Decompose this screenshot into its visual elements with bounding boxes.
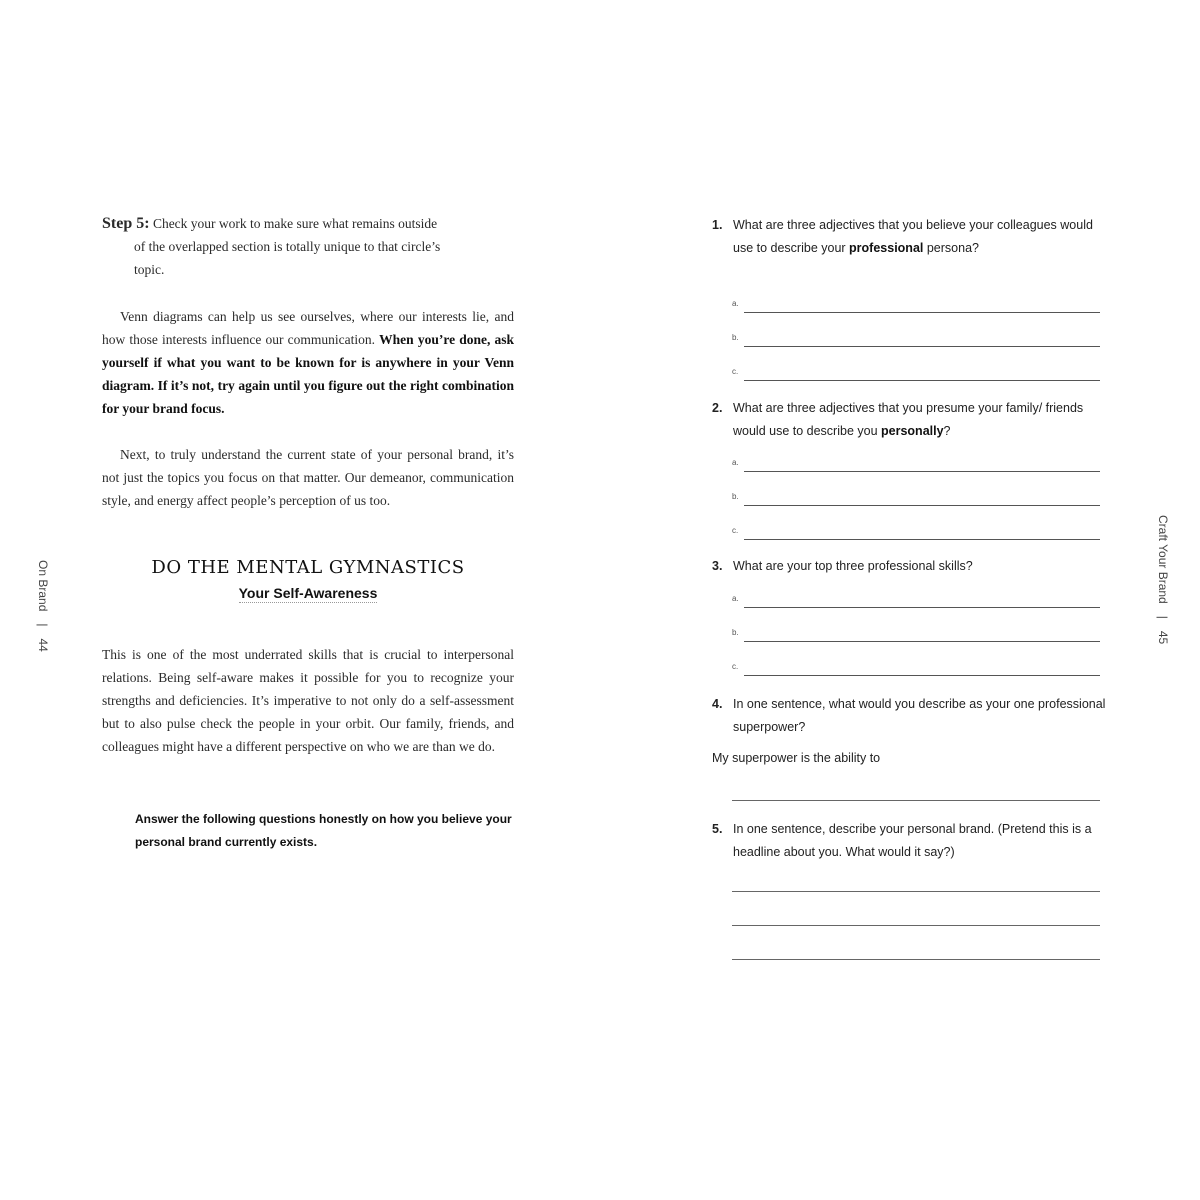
q1-answer-c[interactable]	[732, 365, 1100, 381]
q2-answer-c[interactable]	[732, 524, 1100, 540]
venn-paragraph	[102, 305, 514, 420]
next-paragraph-text: Next, to truly understand the current state of your personal brand, it’s not just the topics you focus on that matter. Our demeanor, communication style, and energy affect people’s perception of us too.	[102, 447, 514, 508]
self-awareness-paragraph: This is one of the most underrated skills that is crucial to interpersonal relations. Being self-aware makes it possible for you to recognize your strengths and deficiencies. It’s imperative to not only do a self-assessment but to also pulse check the people in your orbit. Our family, friends, and colleagues might have a different perspective on who we are than we do.	[102, 647, 514, 754]
right-page-number: 45	[1156, 630, 1170, 645]
question-2-number: 2.	[712, 401, 723, 415]
q1-answer-a[interactable]	[732, 297, 1100, 313]
question-2-text-end: ?	[943, 424, 951, 438]
q1-answer-b[interactable]	[732, 331, 1100, 347]
question-1-number: 1.	[712, 218, 723, 232]
q3-answer-a[interactable]	[732, 592, 1100, 608]
question-1-text-end: persona?	[923, 241, 979, 255]
step-5-line-2: of the overlapped section is totally unique to that circle’s	[134, 239, 441, 254]
answer-label-a: a.	[732, 299, 739, 308]
answer-label-a: a.	[732, 594, 739, 603]
question-4-number: 4.	[712, 697, 723, 711]
q2-answer-a[interactable]	[732, 456, 1100, 472]
next-paragraph	[102, 443, 514, 512]
brand-answer-line-1[interactable]	[732, 891, 1100, 892]
book-title: On Brand	[36, 560, 50, 612]
venn-paragraph-bold: When you’re done, ask yourself if what you want to be known for is anywhere in your Venn diagram. If it’s not, try again until you figure out the right combination for your brand focus.	[102, 332, 514, 416]
left-running-head	[30, 560, 50, 700]
answer-label-c: c.	[732, 367, 739, 376]
question-3-text: What are your top three professional skills?	[733, 559, 973, 573]
question-1	[712, 214, 1112, 260]
question-2	[712, 397, 1112, 443]
step-5-line-1: Check your work to make sure what remains outside	[149, 216, 438, 231]
running-head-divider: |	[36, 623, 50, 627]
answer-label-b: b.	[732, 492, 739, 501]
q3-answer-c[interactable]	[732, 660, 1100, 676]
question-1-text-start: What are three adjectives that you believe your colleagues would use to describe your	[733, 218, 1093, 255]
step-5-line-3: topic.	[134, 262, 165, 277]
q2-answer-b[interactable]	[732, 490, 1100, 506]
answer-label-c: c.	[732, 662, 739, 671]
step-5-label: Step 5:	[102, 215, 150, 232]
section-heading: DO THE MENTAL GYMNASTICS	[151, 557, 465, 578]
right-running-head	[1150, 515, 1170, 705]
superpower-prompt: My superpower is the ability to	[712, 751, 881, 765]
answer-label-b: b.	[732, 628, 739, 637]
venn-paragraph-plain: Venn diagrams can help us see ourselves, where our interests lie, and how those interests influence our communication.	[102, 309, 514, 347]
section-subheading	[102, 585, 514, 601]
answer-label-b: b.	[732, 333, 739, 342]
brand-answer-line-2[interactable]	[732, 925, 1100, 926]
superpower-answer-line[interactable]	[732, 800, 1100, 801]
question-5-text: In one sentence, describe your personal brand. (Pretend this is a headline about you. What would it say?)	[733, 822, 1092, 859]
question-4	[712, 693, 1112, 739]
brand-answer-line-3[interactable]	[732, 959, 1100, 960]
question-1-text	[712, 214, 1112, 260]
question-2-text-start: What are three adjectives that you presume your family/ friends would use to describe you	[733, 401, 1084, 438]
question-4-text: In one sentence, what would you describe as your one professional superpower?	[733, 697, 1106, 734]
question-3-number: 3.	[712, 559, 723, 573]
running-head-divider: |	[1156, 615, 1170, 619]
question-2-text	[712, 397, 1112, 443]
question-5	[712, 818, 1112, 864]
answer-label-a: a.	[732, 458, 739, 467]
question-1-emphasis: professional	[849, 241, 924, 255]
section-subheading-text: Your Self-Awareness	[238, 585, 378, 601]
question-3	[712, 555, 1112, 578]
question-5-number: 5.	[712, 822, 723, 836]
left-page-number: 44	[36, 638, 50, 652]
answer-instructions: Answer the following questions honestly on how you believe your personal brand currently exists.	[135, 812, 512, 849]
question-2-emphasis: personally	[881, 424, 944, 438]
chapter-title: Craft Your Brand	[1156, 515, 1170, 604]
answer-label-c: c.	[732, 526, 739, 535]
q3-answer-b[interactable]	[732, 626, 1100, 642]
step-5-paragraph	[102, 212, 514, 281]
